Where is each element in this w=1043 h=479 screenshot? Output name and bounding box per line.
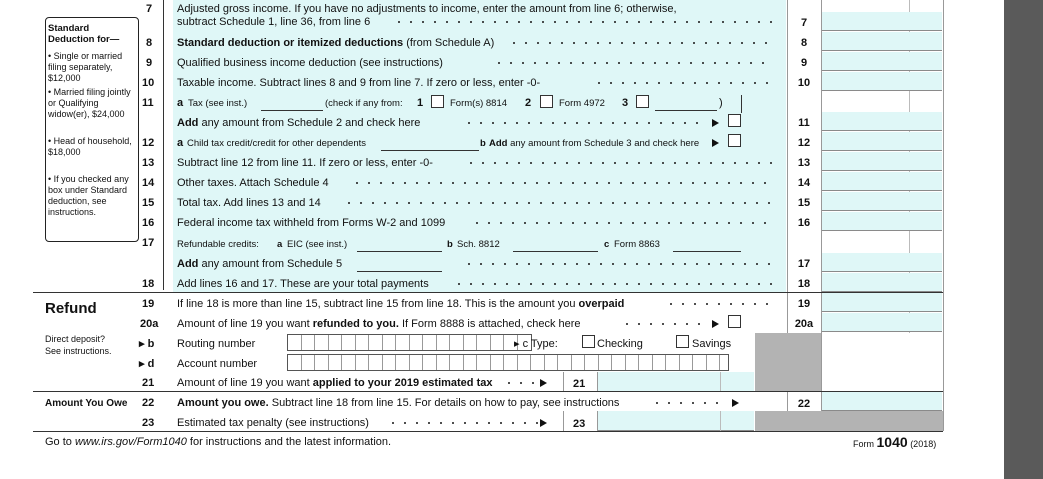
line-box-number: 17 (797, 258, 811, 270)
line-17-amount[interactable] (822, 253, 942, 272)
line-12b-label: b (480, 138, 486, 149)
schedule-5-entry[interactable] (357, 271, 442, 272)
line-number: 20a (140, 318, 159, 330)
line-7-amount[interactable] (822, 12, 942, 31)
sidebar-item: • Head of household, $18,000 (48, 136, 132, 157)
line-9-amount[interactable] (822, 52, 942, 71)
leader-dots (665, 298, 773, 308)
shaded-block (755, 333, 787, 391)
line-21-cents[interactable] (721, 372, 754, 392)
account-type-label: ▸ c Type: (514, 338, 558, 350)
line-box-number: 19 (797, 298, 811, 310)
line-box-number: 23 (573, 418, 586, 430)
line-box-number: 20a (794, 318, 814, 330)
leader-dots (508, 37, 773, 47)
line-17-text: Refundable credits: (177, 239, 259, 250)
line-number: ▸ d (139, 358, 155, 370)
line-17b-label: b (447, 239, 453, 250)
line-22-amount[interactable] (822, 392, 942, 411)
line-box-number: 16 (797, 217, 811, 229)
leader-dots (503, 377, 539, 387)
arrow-icon (712, 139, 719, 147)
shaded-block (787, 333, 821, 391)
line-number: 21 (142, 377, 155, 389)
line-11a-text: Tax (see inst.) (188, 98, 248, 109)
brace (741, 95, 742, 113)
cell-rule (563, 372, 564, 392)
form-8814-checkbox[interactable] (431, 95, 444, 108)
form-8814-label: Form(s) 8814 (450, 98, 508, 109)
line-10-amount[interactable] (822, 72, 942, 91)
line-17a-label: a (277, 239, 283, 250)
line-23-amount[interactable] (598, 411, 720, 431)
line-box-number: 10 (797, 77, 811, 89)
line-number: 18 (142, 278, 155, 290)
sidebar-item: • Married filing jointly or Qualifying widow(er), $24,000 (48, 87, 131, 119)
line-11b-text: Add any amount from Schedule 2 and check here (177, 117, 421, 129)
line-number: 22 (142, 397, 155, 409)
account-number-input[interactable] (287, 354, 729, 371)
line-box-number: 18 (797, 278, 811, 290)
option-3-checkbox[interactable] (636, 95, 649, 108)
routing-number-input[interactable] (287, 334, 532, 351)
option-3-entry-line[interactable] (655, 110, 717, 111)
line-21-text: Amount of line 19 you want applied to your 2019 estimated tax (177, 377, 493, 389)
line-number: 19 (142, 298, 155, 310)
line-12a-text: Child tax credit/credit for other dependents (187, 138, 367, 149)
line-box-number: 12 (797, 137, 811, 149)
line-16-amount[interactable] (822, 212, 942, 231)
leader-dots (463, 117, 703, 127)
checking-label: Checking (597, 338, 643, 350)
line-number: 10 (142, 77, 155, 89)
standard-deduction-box (45, 17, 139, 242)
line-number: 23 (142, 417, 155, 429)
line-17-add-text: Add any amount from Schedule 5 (177, 258, 343, 270)
line-11a-label: a (177, 97, 184, 109)
line-17a-text: EIC (see inst.) (287, 239, 348, 250)
line-16-text: Federal income tax withheld from Forms W-2 and 1099 (177, 217, 446, 229)
window-scrollbar[interactable] (1004, 0, 1043, 479)
line-17c-text: Form 8863 (614, 239, 660, 250)
line-17c-label: c (604, 239, 610, 250)
line-8-text-bold: Standard deduction or itemized deductions (from Schedule A) (177, 37, 495, 49)
footer-instructions: Go to www.irs.gov/Form1040 for instructions and the latest information. (45, 436, 392, 448)
form-4972-label: Form 4972 (559, 98, 605, 109)
sch-8812-entry[interactable] (513, 251, 598, 252)
line-number-rule (163, 0, 164, 290)
arrow-icon (712, 320, 719, 328)
form-label: Form 1040 (2018) (853, 434, 937, 450)
routing-label: Routing number (177, 338, 256, 350)
line-number: 7 (146, 3, 153, 15)
shaded-block (755, 411, 943, 431)
leader-dots (471, 217, 773, 227)
line-17b-text: Sch. 8812 (457, 239, 500, 250)
line-number: 14 (142, 177, 155, 189)
line-number: ▸ b (139, 338, 155, 350)
leader-dots (343, 197, 773, 207)
line-number: 16 (142, 217, 155, 229)
line-box-number: 15 (797, 197, 811, 209)
line-14-text: Other taxes. Attach Schedule 4 (177, 177, 329, 189)
line-23-text: Estimated tax penalty (see instructions) (177, 417, 369, 429)
line-15-text: Total tax. Add lines 13 and 14 (177, 197, 321, 209)
line-box-number: 21 (573, 378, 586, 390)
line-19-text: If line 18 is more than line 15, subtract line 15 from line 18. This is the amount you overpaid (177, 298, 625, 310)
line-12a-label: a (177, 137, 184, 149)
section-divider (33, 292, 943, 293)
line-23-cents[interactable] (721, 411, 754, 431)
line-9-text: Qualified business income deduction (see instructions) (177, 57, 443, 69)
line-11b-checkbox[interactable] (728, 114, 741, 127)
cell-rule (563, 411, 564, 431)
sidebar-item: • If you checked any box under Standard deduction, see instructions. (48, 174, 129, 217)
eic-entry[interactable] (357, 251, 442, 252)
sidebar-item: • Single or married filing separately, $12,000 (48, 51, 123, 83)
leader-dots (351, 177, 773, 187)
line-box-number: 9 (800, 57, 808, 69)
arrow-icon (712, 119, 719, 127)
line-15-amount[interactable] (822, 192, 942, 211)
line-19-amount[interactable] (822, 293, 942, 312)
leader-dots (493, 57, 773, 67)
line-box-number: 11 (798, 117, 810, 129)
direct-deposit-see: See instructions. (45, 346, 112, 356)
option-number: 3 (622, 97, 629, 109)
account-number-label: Account number (177, 358, 258, 370)
section-divider (33, 431, 943, 432)
savings-label: Savings (692, 338, 732, 350)
form-8888-checkbox[interactable] (728, 315, 741, 328)
savings-checkbox[interactable] (676, 335, 689, 348)
checking-checkbox[interactable] (582, 335, 595, 348)
leader-dots (463, 258, 773, 268)
line-number: 8 (146, 37, 153, 49)
leader-dots (593, 77, 773, 87)
arrow-icon (540, 379, 547, 387)
line-number: 11 (142, 97, 154, 109)
leader-dots (387, 417, 539, 427)
arrow-icon (732, 399, 739, 407)
form-1040-page2 (33, 0, 945, 454)
line-7-text2: subtract Schedule 1, line 36, from line 6 (177, 16, 371, 28)
tax-entry-line[interactable] (261, 110, 323, 111)
line-number: 15 (142, 197, 155, 209)
refund-heading: Refund (45, 300, 97, 317)
line-box-number: 13 (797, 157, 811, 169)
leader-dots (651, 397, 723, 407)
leader-dots (393, 16, 773, 26)
line-20a-text: Amount of line 19 you want refunded to you. If Form 8888 is attached, check here (177, 318, 581, 330)
amount-you-owe-heading: Amount You Owe (45, 398, 128, 409)
line-18-amount[interactable] (822, 273, 942, 292)
line-18-text: Add lines 16 and 17. These are your total payments (177, 278, 429, 290)
line-14-amount[interactable] (822, 172, 942, 191)
line-21-amount[interactable] (598, 372, 720, 392)
line-box-number: 8 (800, 37, 808, 49)
line-box-number: 22 (797, 398, 811, 410)
line-12b-text: Add any amount from Schedule 3 and check here (489, 138, 700, 149)
line-11-check-text: (check if any from: (325, 98, 403, 109)
close-paren: ) (719, 97, 723, 109)
line-22-text: Amount you owe. Subtract line 18 from line 15. For details on how to pay, see instructions (177, 397, 620, 409)
arrow-icon (540, 419, 547, 427)
line-number: 17 (142, 237, 155, 249)
line-13-amount[interactable] (822, 152, 942, 171)
leader-dots (453, 278, 773, 288)
option-number: 2 (525, 97, 532, 109)
line-12-amount[interactable] (822, 132, 942, 151)
line-box-number: 7 (800, 17, 808, 29)
form-8863-entry[interactable] (673, 251, 741, 252)
blank-block (822, 333, 943, 391)
line-number: 12 (142, 137, 155, 149)
line-10-text: Taxable income. Subtract lines 8 and 9 from line 7. If zero or less, enter -0- (177, 77, 541, 89)
line-8-amount[interactable] (822, 32, 942, 51)
line-number: 9 (146, 57, 153, 69)
leader-dots (621, 318, 703, 328)
leader-dots (465, 157, 773, 167)
line-12a-entry[interactable] (381, 150, 479, 151)
line-13-text: Subtract line 12 from line 11. If zero or less, enter -0- (177, 157, 433, 169)
option-number: 1 (417, 97, 424, 109)
line-number: 13 (142, 157, 155, 169)
line-20a-amount[interactable] (822, 313, 942, 332)
standard-deduction-title: Standard Deduction for— (48, 23, 120, 45)
line-11-amount[interactable] (822, 112, 942, 131)
line-12b-checkbox[interactable] (728, 134, 741, 147)
section-divider (33, 391, 943, 392)
line-box-number: 14 (797, 177, 811, 189)
line-7-text: Adjusted gross income. If you have no adjustments to income, enter the amount from line 6; otherwise, (177, 3, 677, 15)
right-col-rule (943, 0, 944, 431)
direct-deposit-label: Direct deposit? (45, 334, 106, 344)
form-4972-checkbox[interactable] (540, 95, 553, 108)
